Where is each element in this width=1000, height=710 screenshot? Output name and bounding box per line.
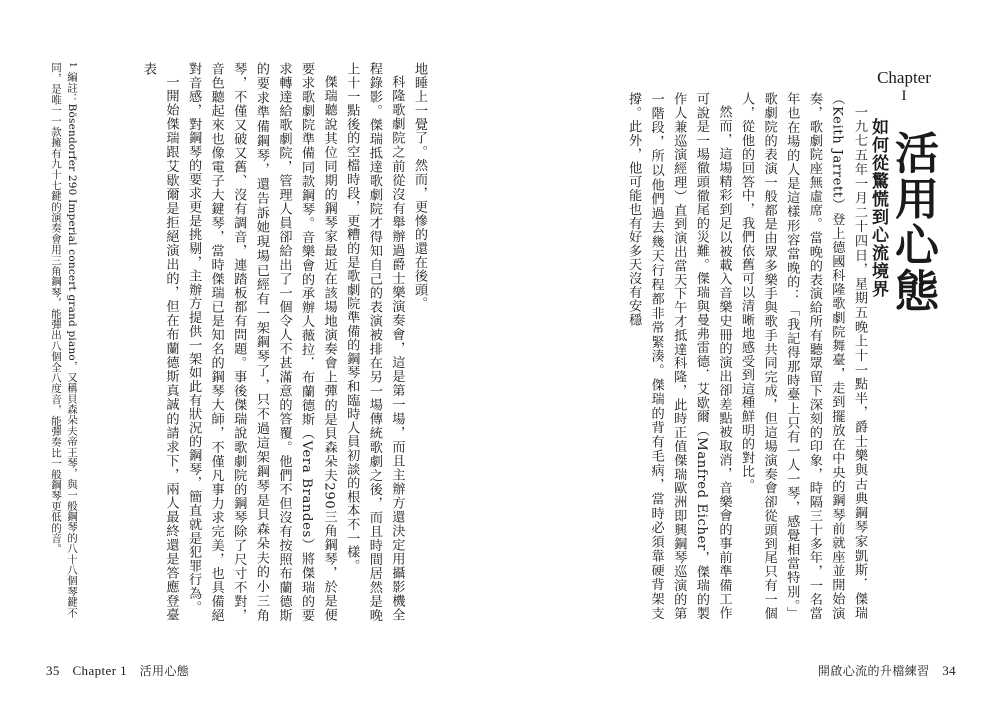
chapter-label: Chapter bbox=[877, 68, 931, 87]
page-number: 35 bbox=[46, 663, 60, 678]
footnote-text: 編註：Bösendorfer 290 Imperial concert grand piano，又稱貝森朵夫帝王琴，與一般鋼琴的八十八個琴鍵不同，是唯一一款擁有九十七鍵的演奏會用三角鋼琴，能彈出八個全八度音，能彈奏比一般鋼琴更低的音。 bbox=[50, 62, 78, 618]
right-page bbox=[500, 0, 1000, 710]
chapter-number: I bbox=[901, 88, 907, 104]
paragraph: 科隆歌劇院之前從沒有舉辦過爵士樂演奏會，這是第一場，而且主辦方還決定用攝影機全程錄影。傑瑞抵達歌劇院才得知自己的表演被排在另一場傳統歌劇之後，而且時間居然是晚上十一點後的空檔時段，更糟的是歌劇院準備的鋼琴和臨時人員初談的根本不一樣。 bbox=[344, 62, 405, 622]
footer-chapter: Chapter 1 bbox=[72, 663, 127, 678]
paragraph: 然而，這場精彩到足以被載入音樂史冊的演出卻差點被取消，音樂會的事前準備工作可說是一場徹頭徹尾的災難。傑瑞與曼弗雷德．艾歇爾（Manfred Eicher，傑瑞的製作人兼巡演經理）直到演出當天下午才抵達科隆，此時正值傑瑞歐洲即興鋼琴巡演的第一階段，所以他們過去幾天行程都非常緊湊。傑瑞的背有毛病，當時必須靠硬背架支撐。此外，他可能也有好多天沒有安穩 bbox=[626, 92, 732, 620]
footer-title: 開啟心流的升檔練習 bbox=[817, 664, 930, 678]
left-footer bbox=[46, 662, 189, 679]
paragraph: 地睡上一覺了。然而，更慘的還在後頭。 bbox=[412, 62, 427, 311]
footer-title: 活用心態 bbox=[139, 664, 190, 678]
right-footer bbox=[818, 662, 956, 679]
chapter-title: 活用心態 bbox=[887, 130, 938, 314]
paragraph: 一開始傑瑞跟艾歇爾是拒絕演出的，但在布蘭德斯真誠的請求下，兩人最終還是答應登臺表 bbox=[140, 62, 179, 622]
page-number: 34 bbox=[942, 663, 956, 678]
paragraph: 一九七五年一月二十四日，星期五晚上十一點半，爵士樂與古典鋼琴家凱斯．傑瑞（Keith Jarrett）登上德國科隆歌劇院舞臺，走到擺放在中央的鋼琴前就座並開始演奏，歌劇院座無虛席。當晚的表演給所有聽眾留下深刻的印象，時隔三十多年，一名當年也在場的人是這樣形容當晚的：「我記得那時臺上只有一人一琴，感覺相當特別。」歌劇院的表演一般都是由眾多樂手與歌手共同完成，但這場演奏會卻從頭到尾只有一個人，從他的回答中，我們依舊可以清晰地感受到這種鮮明的對比。 bbox=[739, 92, 867, 620]
left-page-body bbox=[70, 62, 430, 622]
footnote bbox=[42, 62, 80, 622]
footnote-marker: 1 bbox=[67, 62, 77, 68]
right-page-body bbox=[550, 92, 870, 620]
paragraph: 傑瑞聽說其位同期的鋼琴家最近在該場地演奏會上彈的是貝森朵夫290三角鋼琴，於是便要求歌劇院準備同款鋼琴。音樂會的承辦人薇拉．布蘭德斯（Vera Brandes）將傑瑞的要求轉達給歌劇院，管理人員卻給出了一個令人不甚滿意的答覆。他們不但沒有按照布蘭德斯的要求準備鋼琴，還告訴她現場已經有一架鋼琴了，只不過這架鋼琴是貝森朵夫的小三角琴，不僅又破又舊、沒有調音，連踏板都有問題。事後傑瑞說歌劇院的鋼琴除了尺寸不對，音色聽起來也像電子大鍵琴，當時傑瑞已是知名的鋼琴大師，不僅凡事力求完美，也具備絕對音感，對鋼琴的要求更是挑剔，主辦方提供一架如此有狀況的鋼琴，簡直就是犯罪行為。 bbox=[186, 62, 337, 622]
chapter-subtitle: 如何從驚慌到心流境界 bbox=[868, 118, 888, 298]
